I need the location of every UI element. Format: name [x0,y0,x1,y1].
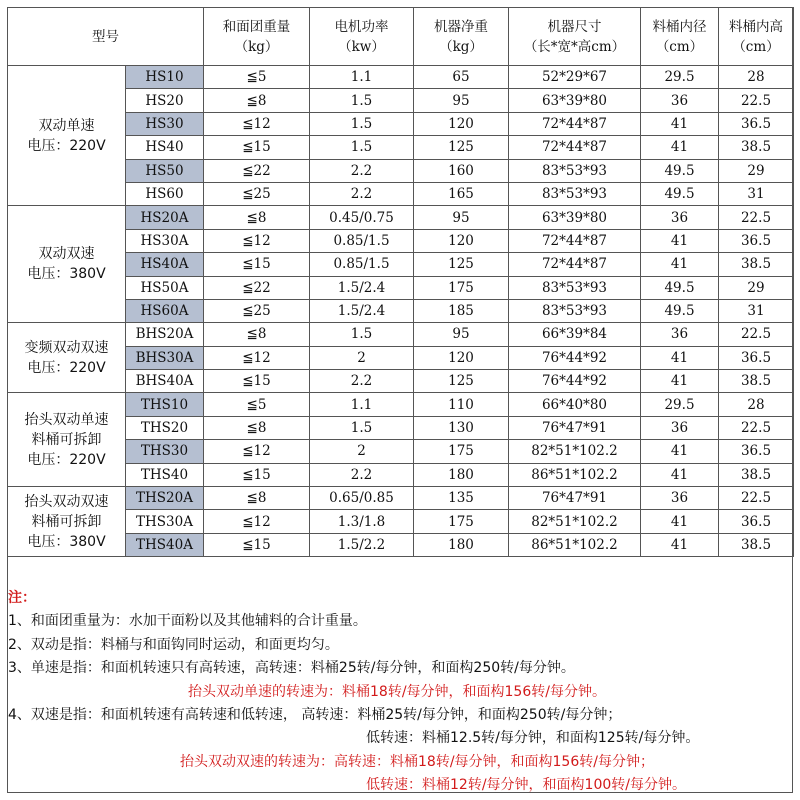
table-row [8,136,794,159]
diam-cell: 49.5 [641,299,719,322]
group-name-line: 抬头双动单速 [24,411,109,428]
table-row [8,370,794,393]
diam-cell: 41 [641,440,719,463]
table-row [8,393,794,416]
power-cell: 0.85/1.5 [310,229,414,252]
height-cell: 22.5 [719,206,794,229]
size-cell: 76*44*92 [509,370,641,393]
weight-cell: ≦8 [204,416,310,439]
table-row [8,440,794,463]
size-cell: 76*44*92 [509,346,641,369]
height-cell: 29 [719,159,794,182]
model-cell: BHS20A [126,323,204,346]
spec-table [7,7,794,557]
notes-section [8,587,792,798]
weight-cell: ≦22 [204,276,310,299]
note-line: 抬头双动单速的转速为：料桶18转/每分钟，和面构156转/每分钟。 [188,683,606,700]
table-row [8,66,794,89]
diam-cell: 41 [641,346,719,369]
power-cell: 1.1 [310,66,414,89]
table-row [8,112,794,135]
model-cell: HS20A [126,206,204,229]
net-cell: 95 [414,323,509,346]
size-cell: 83*53*93 [509,299,641,322]
diam-cell: 49.5 [641,182,719,205]
size-cell: 83*53*93 [509,276,641,299]
table-row [8,89,794,112]
net-cell: 130 [414,416,509,439]
group-name-line: 抬头双动双速 [24,493,109,510]
net-cell: 180 [414,463,509,486]
net-cell: 165 [414,182,509,205]
size-cell: 83*53*93 [509,182,641,205]
model-cell: THS40 [126,463,204,486]
power-cell: 2 [310,440,414,463]
net-cell: 110 [414,393,509,416]
note-line: 3、单速是指：和面机转速只有高转速，高转速：料桶25转/每分钟，和面构250转/每分钟。 [8,660,575,677]
size-cell: 72*44*87 [509,253,641,276]
height-cell: 28 [719,66,794,89]
diam-cell: 41 [641,510,719,533]
table-row [8,487,794,510]
group-name-line: 电压：380V [27,266,106,283]
group-name-line: 双动双速 [38,246,95,263]
power-cell: 1.5 [310,89,414,112]
height-cell: 38.5 [719,136,794,159]
height-cell: 22.5 [719,487,794,510]
weight-cell: ≦15 [204,253,310,276]
weight-cell: ≦25 [204,182,310,205]
height-cell: 28 [719,393,794,416]
weight-cell: ≦8 [204,89,310,112]
net-cell: 125 [414,136,509,159]
model-cell: HS40 [126,136,204,159]
size-cell: 82*51*102.2 [509,440,641,463]
height-cell: 38.5 [719,533,794,556]
height-cell: 22.5 [719,89,794,112]
size-cell: 66*39*84 [509,323,641,346]
weight-cell: ≦12 [204,346,310,369]
height-cell: 36.5 [719,229,794,252]
height-cell: 36.5 [719,346,794,369]
diam-cell: 36 [641,416,719,439]
group-name-line: 电压：380V [27,533,106,550]
table-row [8,182,794,205]
diam-cell: 29.5 [641,393,719,416]
note-line: 低转速：料桶12.5转/每分钟，和面构125转/每分钟。 [366,730,700,747]
group-name-cell [8,487,126,557]
note-line: 低转速：料桶12转/每分钟，和面构100转/每分钟。 [366,777,686,794]
table-row [8,206,794,229]
model-cell: THS30 [126,440,204,463]
header-bowl-diameter: 料桶内径 （cm） [641,8,719,66]
power-cell: 1.3/1.8 [310,510,414,533]
group-name-line: 电压：220V [27,137,106,154]
net-cell: 180 [414,533,509,556]
header-bowl-height: 料桶内高 （cm） [719,8,794,66]
size-cell: 82*51*102.2 [509,510,641,533]
size-cell: 76*47*91 [509,416,641,439]
group-name-line: 电压：220V [27,451,106,468]
group-name-cell [8,66,126,206]
power-cell: 0.45/0.75 [310,206,414,229]
power-cell: 2 [310,346,414,369]
size-cell: 63*39*80 [509,206,641,229]
table-row [8,510,794,533]
diam-cell: 41 [641,136,719,159]
net-cell: 95 [414,89,509,112]
net-cell: 65 [414,66,509,89]
height-cell: 22.5 [719,416,794,439]
size-cell: 66*40*80 [509,393,641,416]
model-cell: HS60 [126,182,204,205]
power-cell: 2.2 [310,370,414,393]
weight-cell: ≦12 [204,510,310,533]
power-cell: 2.2 [310,159,414,182]
power-cell: 0.65/0.85 [310,487,414,510]
net-cell: 120 [414,229,509,252]
net-cell: 175 [414,440,509,463]
net-cell: 120 [414,346,509,369]
table-row [8,463,794,486]
diam-cell: 41 [641,533,719,556]
power-cell: 2.2 [310,182,414,205]
diam-cell: 49.5 [641,159,719,182]
table-row [8,533,794,556]
diam-cell: 41 [641,229,719,252]
group-name-cell [8,323,126,393]
diam-cell: 36 [641,89,719,112]
group-name-cell [8,393,126,487]
table-row [8,299,794,322]
net-cell: 185 [414,299,509,322]
model-cell: HS40A [126,253,204,276]
model-cell: THS20A [126,487,204,510]
net-cell: 125 [414,370,509,393]
weight-cell: ≦22 [204,159,310,182]
table-row [8,323,794,346]
model-cell: HS50A [126,276,204,299]
model-cell: THS40A [126,533,204,556]
net-cell: 95 [414,206,509,229]
height-cell: 29 [719,276,794,299]
power-cell: 1.5/2.2 [310,533,414,556]
size-cell: 72*44*87 [509,136,641,159]
weight-cell: ≦12 [204,112,310,135]
power-cell: 1.5 [310,112,414,135]
size-cell: 52*29*67 [509,66,641,89]
model-cell: HS10 [126,66,204,89]
model-cell: HS50 [126,159,204,182]
power-cell: 1.5/2.4 [310,299,414,322]
height-cell: 36.5 [719,440,794,463]
power-cell: 1.1 [310,393,414,416]
net-cell: 135 [414,487,509,510]
size-cell: 63*39*80 [509,89,641,112]
header-model: 型号 [8,8,204,66]
weight-cell: ≦12 [204,440,310,463]
height-cell: 38.5 [719,370,794,393]
note-line: 1、和面团重量为：水加干面粉以及其他辅料的合计重量。 [8,613,367,630]
group-name-line: 变频双动双速 [24,339,109,356]
header-size: 机器尺寸 （长*宽*高cm） [509,8,641,66]
size-cell: 72*44*87 [509,229,641,252]
power-cell: 1.5 [310,136,414,159]
power-cell: 1.5/2.4 [310,276,414,299]
weight-cell: ≦15 [204,370,310,393]
weight-cell: ≦8 [204,323,310,346]
diam-cell: 36 [641,323,719,346]
size-cell: 72*44*87 [509,112,641,135]
diam-cell: 41 [641,463,719,486]
diam-cell: 41 [641,112,719,135]
net-cell: 175 [414,276,509,299]
table-row [8,229,794,252]
table-row [8,416,794,439]
net-cell: 160 [414,159,509,182]
notes-title: 注： [8,590,36,606]
diam-cell: 29.5 [641,66,719,89]
table-row [8,346,794,369]
net-cell: 175 [414,510,509,533]
height-cell: 38.5 [719,463,794,486]
height-cell: 31 [719,299,794,322]
power-cell: 0.85/1.5 [310,253,414,276]
weight-cell: ≦15 [204,533,310,556]
note-line: 4、双速是指：和面机转速有高转速和低转速， 高转速：料桶25转/每分钟，和面构250转/每分钟； [8,706,622,723]
size-cell: 83*53*93 [509,159,641,182]
model-cell: THS30A [126,510,204,533]
header-net-weight: 机器净重 （kg） [414,8,509,66]
height-cell: 36.5 [719,510,794,533]
diam-cell: 41 [641,370,719,393]
height-cell: 38.5 [719,253,794,276]
weight-cell: ≦8 [204,487,310,510]
size-cell: 86*51*102.2 [509,533,641,556]
diam-cell: 36 [641,487,719,510]
model-cell: HS60A [126,299,204,322]
height-cell: 31 [719,182,794,205]
weight-cell: ≦5 [204,393,310,416]
weight-cell: ≦15 [204,463,310,486]
weight-cell: ≦8 [204,206,310,229]
size-cell: 76*47*91 [509,487,641,510]
group-name-line: 电压：220V [27,359,106,376]
table-row [8,159,794,182]
weight-cell: ≦5 [204,66,310,89]
model-cell: HS20 [126,89,204,112]
header-weight: 和面团重量 （kg） [204,8,310,66]
height-cell: 36.5 [719,112,794,135]
group-name-line: 料桶可拆卸 [31,513,102,530]
model-cell: THS10 [126,393,204,416]
model-cell: THS20 [126,416,204,439]
power-cell: 1.5 [310,323,414,346]
note-line: 2、双动是指：料桶与和面钩同时运动，和面更均匀。 [8,636,339,653]
diam-cell: 36 [641,206,719,229]
diam-cell: 49.5 [641,276,719,299]
header-power: 电机功率 （kw） [310,8,414,66]
model-cell: HS30A [126,229,204,252]
table-row [8,253,794,276]
group-name-cell [8,206,126,323]
table-header [8,8,794,66]
size-cell: 86*51*102.2 [509,463,641,486]
weight-cell: ≦25 [204,299,310,322]
diam-cell: 41 [641,253,719,276]
net-cell: 120 [414,112,509,135]
table-row [8,276,794,299]
weight-cell: ≦12 [204,229,310,252]
group-name-line: 料桶可拆卸 [31,431,102,448]
model-cell: BHS30A [126,346,204,369]
group-name-line: 双动单速 [38,117,95,134]
note-line: 抬头双动双速的转速为：高转速：料桶18转/每分钟，和面构156转/每分钟； [180,753,654,770]
net-cell: 125 [414,253,509,276]
power-cell: 2.2 [310,463,414,486]
weight-cell: ≦15 [204,136,310,159]
model-cell: HS30 [126,112,204,135]
height-cell: 22.5 [719,323,794,346]
model-cell: BHS40A [126,370,204,393]
power-cell: 1.5 [310,416,414,439]
